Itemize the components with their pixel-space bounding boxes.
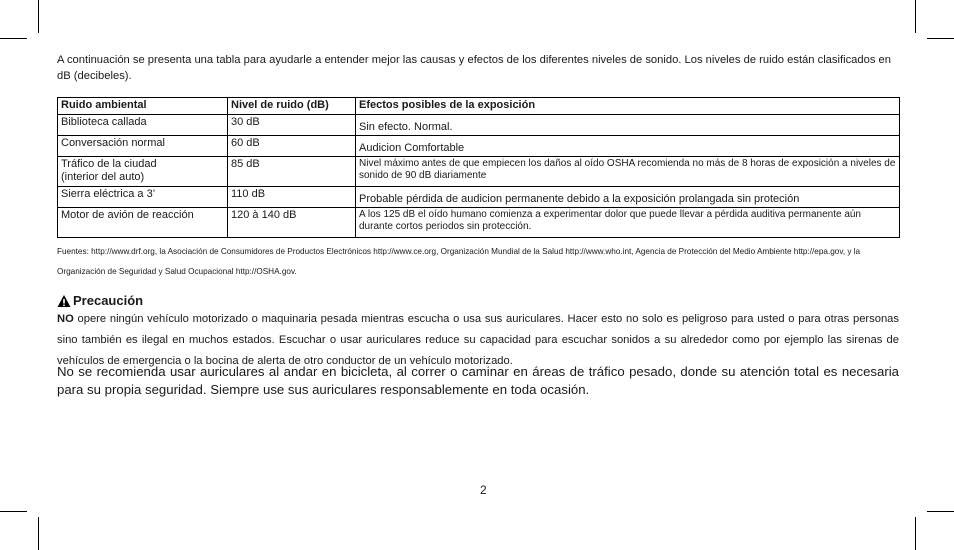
- cell-level: 30 dB: [228, 115, 356, 136]
- crop-mark: [38, 0, 39, 33]
- crop-mark: [927, 38, 954, 39]
- cell-level: 110 dB: [228, 187, 356, 208]
- cell-effect: [356, 115, 900, 136]
- effect-text: Nivel máximo antes de que empiecen los daños al oído OSHA recomienda no más de 8 horas de exposición a niveles de sonido de 90 dB diariamente: [359, 158, 896, 181]
- effect-text: A los 125 dB el oído humano comienza a experimentar dolor que puede llevar a pérdida auditiva permanente aún durante cortos periodos sin protección.: [359, 209, 861, 232]
- cell-source: Conversación normal: [58, 136, 228, 157]
- sources-note: Fuentes: http://www.drf.org, la Asociación de Consumidores de Productos Electrónicos http://www.ce.org, Organización Mundial de la Salud http://www.who.int, Agencia de Protección del Medio Ambiente http://epa.gov, y la Organización de Seguridad y Salud Ocupacional http://OSHA.gov.: [57, 247, 861, 276]
- cell-effect: [356, 157, 900, 187]
- cell-source: Biblioteca callada: [58, 115, 228, 136]
- crop-mark: [915, 517, 916, 550]
- cell-source: Sierra eléctrica a 3’: [58, 187, 228, 208]
- cell-level: 60 dB: [228, 136, 356, 157]
- table-row: [58, 136, 900, 157]
- source-line: Tráfico de la ciudad: [61, 158, 157, 170]
- caution-emphasis: No se recomienda usar auriculares al andar en bicicleta, al correr o caminar en áreas de tráfico pesado, donde su atención total es necesaria para su propia seguridad. Siempre use sus auriculares responsablemente en toda ocasión.: [57, 364, 899, 397]
- page-number: 2: [480, 483, 487, 497]
- effect-text: Sin efecto. Normal.: [359, 121, 453, 133]
- column-header-effect: Efectos posibles de la exposición: [356, 98, 900, 115]
- noise-levels-table: [57, 97, 900, 238]
- cell-level: 85 dB: [228, 157, 356, 187]
- table-row: [58, 157, 900, 187]
- warning-triangle-icon: [57, 294, 71, 308]
- caution-title: Precaución: [73, 293, 144, 308]
- cell-effect: [356, 136, 900, 157]
- column-header-level: Nivel de ruido (dB): [228, 98, 356, 115]
- effect-text: Audicion Comfortable: [359, 142, 465, 154]
- caution-text: opere ningún vehículo motorizado o maquinaria pesada mientras escucha o usa sus auriculares. Hacer esto no solo es peligroso para usted o para otras personas sino también es ilegal en muchos estados. Escuchar o usar auriculares reduce su capacidad para escuchar sonidos a su alrededor como por ejemplo las sirenas de vehículos de emergencia o la bocina de alerta de otro conductor de un vehículo motorizado.: [57, 313, 899, 367]
- cell-effect: [356, 187, 900, 208]
- crop-mark: [927, 511, 954, 512]
- crop-mark: [38, 517, 39, 550]
- effect-text: Probable pérdida de audicion permanente debido a la exposición prolangada sin proteción: [359, 193, 800, 205]
- crop-mark: [0, 38, 27, 39]
- table-row: [58, 187, 900, 208]
- cell-effect: [356, 208, 900, 238]
- caution-heading: [57, 293, 143, 308]
- source-line: (interior del auto): [61, 171, 145, 183]
- cell-source: Motor de avión de reacción: [58, 208, 228, 238]
- table-row: [58, 208, 900, 238]
- table-row: [58, 115, 900, 136]
- cell-level: 120 à 140 dB: [228, 208, 356, 238]
- cell-source: [58, 157, 228, 187]
- intro-paragraph: A continuación se presenta una tabla para ayudarle a entender mejor las causas y efectos de los diferentes niveles de sonido. Los niveles de ruido están clasificados en dB (decibeles).: [57, 54, 891, 82]
- caution-lead: NO: [57, 313, 74, 325]
- crop-mark: [0, 511, 27, 512]
- column-header-source: Ruido ambiental: [58, 98, 228, 115]
- table-header-row: [58, 98, 900, 115]
- crop-mark: [915, 0, 916, 33]
